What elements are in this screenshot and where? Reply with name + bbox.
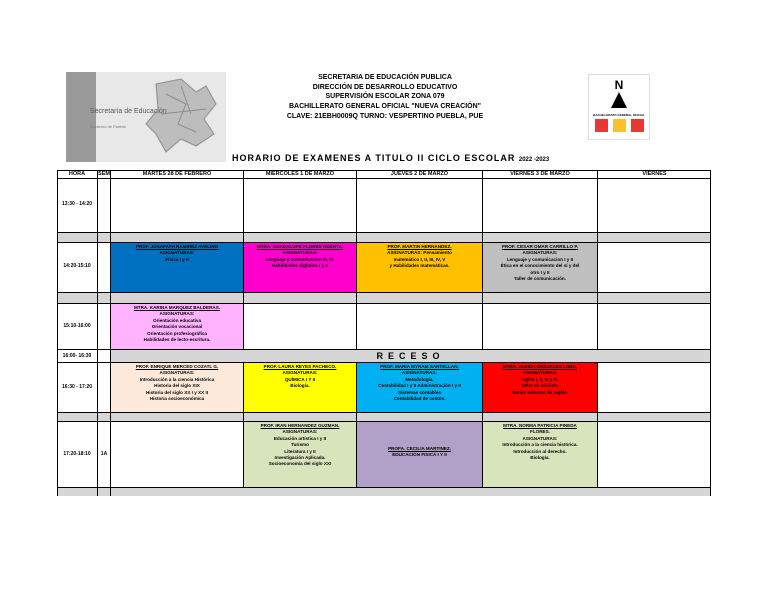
cell-line: ASIGNATURAS: bbox=[402, 370, 437, 376]
col-header-sem: SEM bbox=[98, 171, 110, 177]
cell-line: Orientación educativa bbox=[153, 317, 201, 323]
cell-line: ASIGNATURAS: bbox=[159, 311, 195, 317]
time-slot-5: 16:30 - 17:20 bbox=[61, 384, 93, 390]
teacher-name: PROF. LAURA REYES PACHECO. bbox=[263, 364, 337, 369]
cell-line: Biología. bbox=[290, 383, 310, 389]
col-header-hora: HORA bbox=[57, 170, 98, 179]
row-divider bbox=[57, 232, 711, 233]
exam-cell bbox=[483, 363, 597, 412]
cell-line: Turismo bbox=[291, 442, 309, 448]
cell-line: ASIGNATURAS: bbox=[282, 250, 318, 256]
row-divider bbox=[57, 292, 711, 293]
teacher-name: PROFA. CECILIA MARTINEZ. bbox=[388, 446, 451, 451]
cell-line: Habilidades de lecto-escritura. bbox=[143, 337, 211, 343]
cell-line: Orientación profesiográfica bbox=[147, 330, 207, 336]
exam-cell bbox=[111, 304, 243, 349]
cell-line: ASIGNATURAS: bbox=[522, 435, 558, 441]
exam-cell bbox=[244, 363, 356, 412]
north-letter: N bbox=[614, 78, 624, 92]
row-separator bbox=[58, 232, 710, 242]
cell-line: Historia socioeconómica bbox=[149, 396, 205, 402]
col-header-jueves: JUEVES 2 DE MARZO bbox=[357, 170, 483, 179]
document-header bbox=[270, 73, 500, 122]
time-slot-2: 14:20-15:10 bbox=[63, 263, 91, 269]
row-separator bbox=[58, 292, 710, 303]
cell-line: ASIGNATURAS: bbox=[159, 370, 195, 376]
cell-line: Taller de análisis. bbox=[521, 383, 559, 389]
col-header-martes: MARTES 28 DE FEBRERO bbox=[111, 170, 244, 179]
cell-line: Lenguaje y comunicacion III, IV. bbox=[265, 256, 335, 262]
cell-line: Introducción al derecho. bbox=[513, 448, 567, 454]
cell-line: otro I y II bbox=[530, 269, 550, 275]
cell-line: Lenguaje y comunicacion I y II bbox=[506, 256, 574, 262]
row-divider bbox=[57, 487, 711, 488]
teacher-name: PROF. CESAR OMAR CARRILLO P. bbox=[501, 244, 579, 249]
cell-line: QUÍMICA I Y II bbox=[284, 376, 316, 382]
cell-line: Física I y II bbox=[165, 256, 189, 262]
header-line-5: CLAVE: 21EBH0009Q TURNO: VESPERTINO PUEBLA, PUE bbox=[286, 112, 484, 120]
teacher-name: MTRA. GUADALUPE FLORES HUERTA. bbox=[256, 244, 344, 249]
north-arrow-icon bbox=[611, 92, 627, 108]
teacher-name: PROF. ENRIQUE MERCED COZATL G. bbox=[135, 364, 219, 369]
cell-line: ASIGNATURAS: bbox=[159, 250, 195, 256]
semester-label: 1A bbox=[100, 451, 108, 457]
time-slot-4: 16:00- 16:30 bbox=[62, 353, 92, 359]
exam-cell bbox=[357, 363, 482, 412]
cell-line: Socioeconomía del siglo XXI bbox=[268, 461, 332, 467]
col-header-viernes: VIERNES bbox=[598, 170, 711, 179]
time-slot-6: 17:20-18:10 bbox=[63, 451, 91, 457]
exam-cell bbox=[483, 422, 597, 487]
cell-line: Metodología. bbox=[405, 376, 434, 382]
cell-line: Sistemas contables bbox=[398, 389, 441, 395]
header-line-2: DIRECCIÓN DE DESARROLLO EDUCATIVO bbox=[312, 83, 458, 91]
cell-line: Habilidades digitales I y II bbox=[272, 263, 328, 269]
cell-line: Historia del siglo XIX bbox=[154, 383, 200, 389]
schedule-year: 2022 -2023 bbox=[518, 157, 550, 163]
cell-line: ASIGNATURAS: bbox=[282, 429, 318, 435]
exam-cell bbox=[111, 363, 243, 412]
cell-line: ASIGNATURAS: bbox=[522, 370, 558, 376]
cell-line: Temas selectos de inglés. bbox=[511, 389, 569, 395]
cell-line: Contabilidad I y II Administración I y II bbox=[378, 383, 461, 389]
cell-line: Biología. bbox=[530, 455, 550, 461]
cell-line: y Habilidades matemáticas. bbox=[389, 263, 450, 269]
cell-line: Ética en el conocimiento del sí y del bbox=[500, 263, 580, 269]
cell-line: Historia del siglo XX I y XX II bbox=[145, 389, 209, 395]
school-logo-caption: BACHILLERATO GENERAL OFICIAL bbox=[593, 113, 645, 117]
cell-line: ASIGNATURAS: bbox=[522, 250, 558, 256]
logo-block-red bbox=[595, 119, 608, 132]
cell-line: Educación artística I y II bbox=[273, 435, 327, 441]
cell-line: Introducción a la ciencia Histórica bbox=[139, 376, 215, 382]
col-header-miercoles: MIERCOLES 1 DE MARZO bbox=[244, 170, 357, 179]
logo-text: Secretaría de Educación bbox=[90, 108, 167, 115]
logo-block-red-2 bbox=[631, 119, 644, 132]
col-divider bbox=[597, 362, 598, 487]
teacher-name: MTRA. KARINA MARQUEZ BALDERAS. bbox=[133, 305, 221, 310]
row-divider bbox=[57, 412, 711, 413]
col-header-viernes-3: VIERNES 3 DE MARZO bbox=[483, 170, 598, 179]
cell-line: Taller de comunicación. bbox=[514, 276, 566, 282]
puebla-map-graphic bbox=[86, 74, 226, 160]
cell-line: Contabilidad de costos. bbox=[393, 396, 446, 402]
cell-line: FLORES. bbox=[530, 429, 550, 435]
time-slot-3: 15:10-16:00 bbox=[63, 323, 91, 329]
time-slot-1: 13:30 - 14:20 bbox=[61, 201, 93, 207]
cell-line: EDUCACION FISICA I Y II bbox=[392, 452, 447, 458]
school-logo bbox=[588, 74, 650, 140]
logo-subtext: Gobierno de Puebla bbox=[90, 124, 126, 129]
logo-block-yellow bbox=[613, 119, 626, 132]
sep-logo bbox=[66, 72, 226, 162]
exam-cell bbox=[483, 243, 597, 292]
teacher-name: MTRA. ALEIDA GRAJALES LOBA. bbox=[502, 364, 578, 369]
teacher-name: PROF. MARIA MYRAM SANTELLAN. bbox=[380, 364, 459, 369]
receso-banner: RECESO bbox=[111, 350, 710, 362]
col-divider bbox=[597, 179, 598, 350]
cell-line: Literatura I y II bbox=[284, 448, 316, 454]
col-divider bbox=[97, 179, 98, 496]
cell-line: ASIGNATURAS: Pensamiento bbox=[387, 250, 452, 256]
teacher-name: PROF. MARTIN HERNANDEZ. bbox=[387, 244, 452, 249]
cell-line: matemático I, II, III, IV, V bbox=[393, 256, 446, 262]
header-line-3: SUPERVISIÓN ESCOLAR ZONA 079 bbox=[325, 93, 445, 101]
cell-line: Inglés I, II, III y IV. bbox=[521, 376, 559, 382]
cell-line: Orientación vocacional bbox=[151, 324, 203, 330]
header-line-4: BACHILLERATO GENERAL OFICIAL "NUEVA CREACIÓN" bbox=[288, 103, 481, 111]
header-line-1: SECRETARIA DE EDUCACIÓN PUBLICA bbox=[318, 74, 452, 81]
teacher-name: PROF. JOSAFATH RAMIREZ AVELINO bbox=[135, 244, 219, 249]
row-separator bbox=[58, 412, 710, 421]
exam-cell bbox=[357, 422, 482, 487]
exam-cell bbox=[244, 243, 356, 292]
teacher-name: MTRA. NORMA PATRICIA PINEDA bbox=[503, 423, 577, 428]
schedule-title: HORARIO DE EXAMENES A TITULO II CICLO ESCOLAR 2022 -2023 bbox=[232, 153, 550, 163]
cell-line: Introducción a la ciencia histórica. bbox=[502, 442, 578, 448]
cell-line: ASIGNATURAS: bbox=[282, 370, 318, 376]
cell-line: Investigación Aplicada. bbox=[274, 455, 326, 461]
row-separator bbox=[58, 487, 710, 496]
exam-cell bbox=[111, 243, 243, 292]
exam-cell bbox=[244, 422, 356, 487]
exam-cell bbox=[357, 243, 482, 292]
teacher-name: PROF. IRAN HERNANDEZ GUZMAN. bbox=[260, 423, 340, 428]
